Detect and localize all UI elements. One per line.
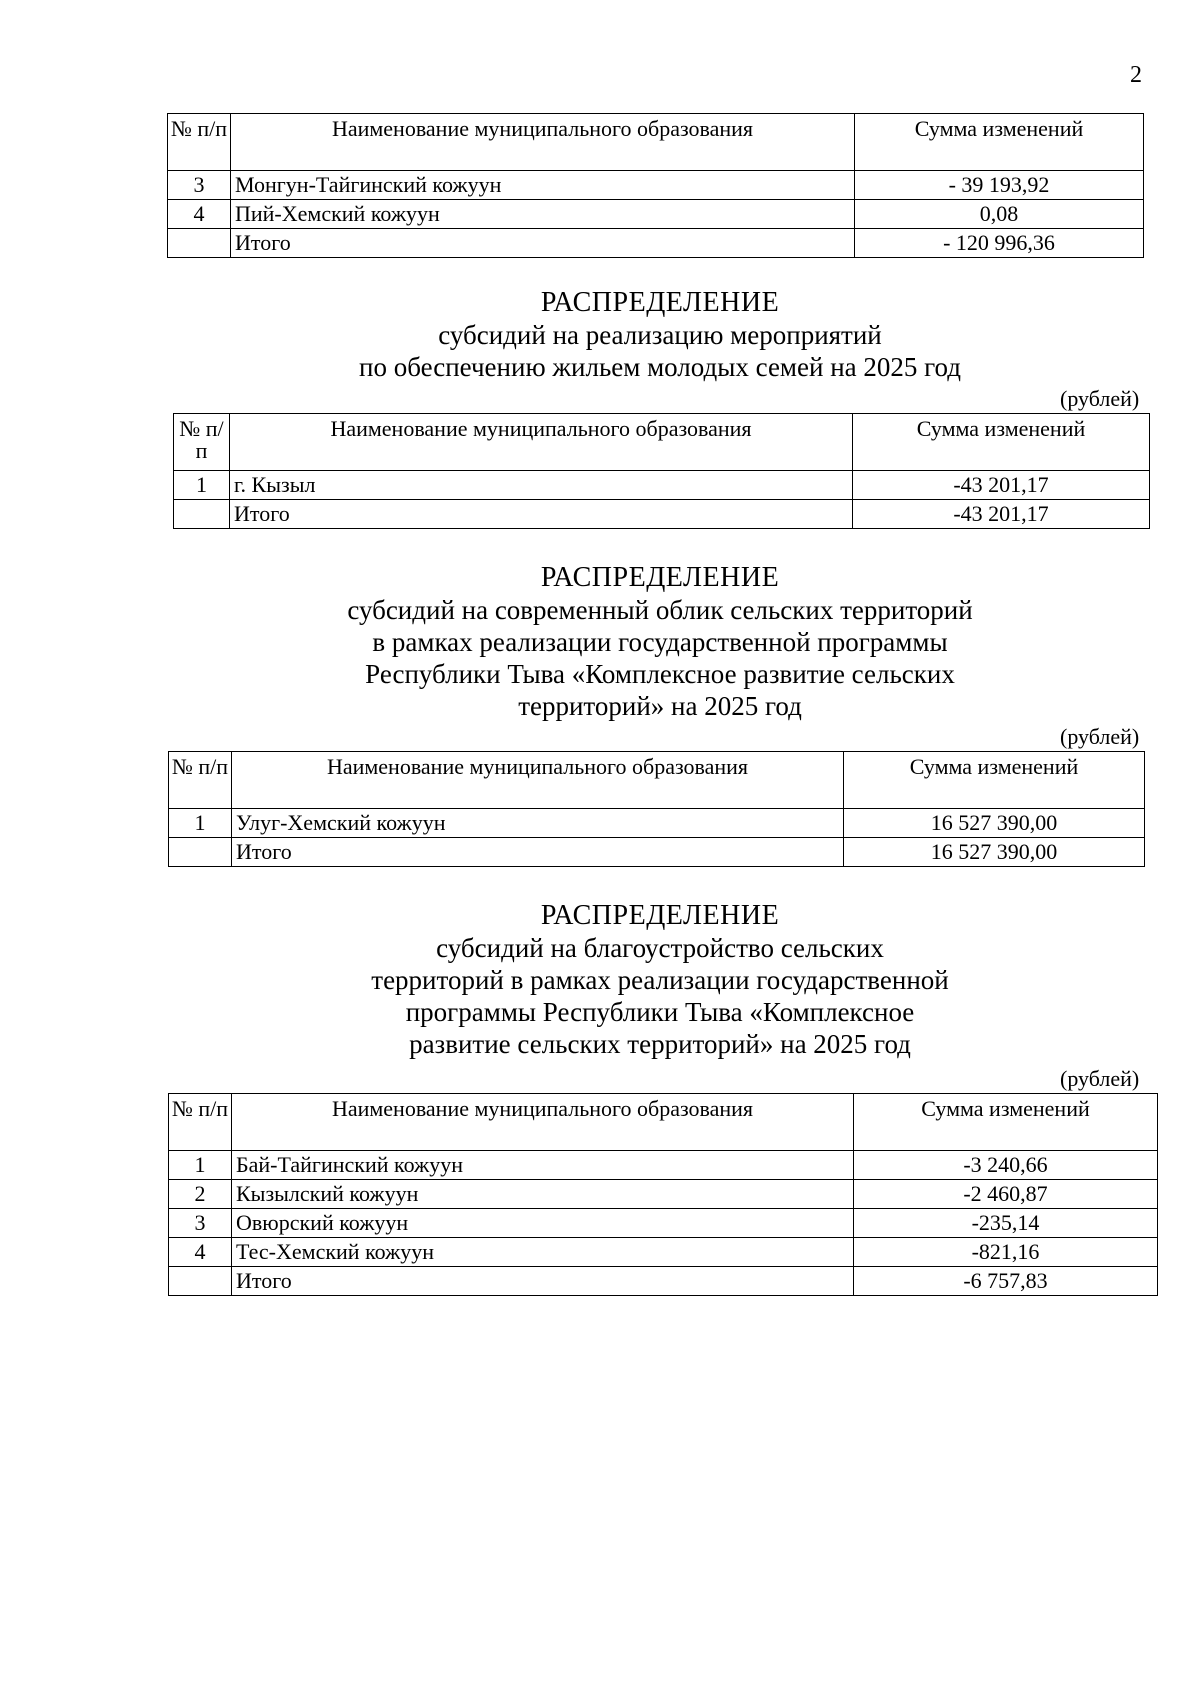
table-total-row	[168, 229, 1144, 258]
section-subtitle-line: программы Республики Тыва «Комплексное	[405, 997, 915, 1027]
table-header-row	[169, 1094, 1158, 1151]
row-num: 4	[169, 1238, 232, 1267]
header-num: № п/п	[169, 752, 232, 809]
section-title: РАСПРЕДЕЛЕНИЕ	[540, 900, 780, 931]
section-heading	[0, 287, 1200, 383]
table-total-row	[169, 1267, 1158, 1296]
row-name: Тес-Хемский кожуун	[232, 1238, 854, 1267]
section-subtitle-line: субсидий на современный облик сельских территорий	[347, 595, 973, 625]
unit-label: (рублей)	[1060, 1066, 1140, 1091]
table-header-row	[168, 114, 1144, 171]
section-title: РАСПРЕДЕЛЕНИЕ	[540, 562, 780, 593]
row-amount: -821,16	[854, 1238, 1158, 1267]
row-num: 1	[174, 471, 230, 500]
row-name: г. Кызыл	[230, 471, 853, 500]
row-name: Бай-Тайгинский кожуун	[232, 1151, 854, 1180]
row-amount: -3 240,66	[854, 1151, 1158, 1180]
header-name: Наименование муниципального образования	[230, 414, 853, 471]
row-amount: -2 460,87	[854, 1180, 1158, 1209]
section-subtitle-line: субсидий на реализацию мероприятий	[438, 320, 882, 350]
table-section-2	[168, 751, 1145, 867]
section-subtitle-line: Республики Тыва «Комплексное развитие сельских	[365, 659, 955, 689]
header-name: Наименование муниципального образования	[232, 752, 844, 809]
row-num: 3	[169, 1209, 232, 1238]
row-amount: -235,14	[854, 1209, 1158, 1238]
header-name: Наименование муниципального образования	[232, 1094, 854, 1151]
row-num	[169, 1267, 232, 1296]
table-total-row	[169, 838, 1145, 867]
section-subtitle-line: в рамках реализации государственной программы	[372, 627, 948, 657]
table-row	[169, 1238, 1158, 1267]
table-continuation	[167, 113, 1144, 258]
row-num	[169, 838, 232, 867]
row-name: Кызылский кожуун	[232, 1180, 854, 1209]
row-name: Овюрский кожуун	[232, 1209, 854, 1238]
row-amount: 16 527 390,00	[844, 809, 1145, 838]
header-amount: Сумма изменений	[853, 414, 1150, 471]
row-num: 2	[169, 1180, 232, 1209]
section-subtitle-line: по обеспечению жильем молодых семей на 2025 год	[359, 352, 961, 382]
unit-label: (рублей)	[1060, 724, 1140, 749]
row-num	[168, 229, 231, 258]
row-num: 1	[169, 809, 232, 838]
header-amount: Сумма изменений	[844, 752, 1145, 809]
row-amount: 0,08	[855, 200, 1144, 229]
header-amount: Сумма изменений	[855, 114, 1144, 171]
table-header-row	[169, 752, 1145, 809]
row-name: Итого	[231, 229, 855, 258]
section-subtitle-line: территорий в рамках реализации государственной	[371, 965, 949, 995]
header-num: № п/п	[168, 114, 231, 171]
section-subtitle-line: субсидий на благоустройство сельских	[436, 933, 884, 963]
row-name: Итого	[232, 1267, 854, 1296]
row-amount: -43 201,17	[853, 500, 1150, 529]
table-row	[168, 200, 1144, 229]
row-num: 1	[169, 1151, 232, 1180]
row-amount: -43 201,17	[853, 471, 1150, 500]
section-heading	[0, 900, 1200, 1060]
row-amount: -6 757,83	[854, 1267, 1158, 1296]
row-name: Улуг-Хемский кожуун	[232, 809, 844, 838]
section-title: РАСПРЕДЕЛЕНИЕ	[540, 287, 780, 318]
row-amount: - 39 193,92	[855, 171, 1144, 200]
table-total-row	[174, 500, 1150, 529]
section-subtitle-line: территорий» на 2025 год	[518, 691, 802, 721]
table-row	[169, 1180, 1158, 1209]
table-row	[169, 1209, 1158, 1238]
row-name: Монгун-Тайгинский кожуун	[231, 171, 855, 200]
row-name: Пий-Хемский кожуун	[231, 200, 855, 229]
row-amount: 16 527 390,00	[844, 838, 1145, 867]
table-header-row	[174, 414, 1150, 471]
table-section-3	[168, 1093, 1158, 1296]
row-amount: - 120 996,36	[855, 229, 1144, 258]
table-row	[169, 809, 1145, 838]
table-row	[169, 1151, 1158, 1180]
section-subtitle-line: развитие сельских территорий» на 2025 год	[409, 1029, 911, 1059]
header-name: Наименование муниципального образования	[231, 114, 855, 171]
header-num: № п/п	[169, 1094, 232, 1151]
unit-label: (рублей)	[1060, 386, 1140, 411]
row-num: 3	[168, 171, 231, 200]
table-row	[174, 471, 1150, 500]
page-number: 2	[1130, 62, 1142, 88]
header-amount: Сумма изменений	[854, 1094, 1158, 1151]
table-section-1	[173, 413, 1150, 529]
row-name: Итого	[232, 838, 844, 867]
row-num	[174, 500, 230, 529]
row-num: 4	[168, 200, 231, 229]
row-name: Итого	[230, 500, 853, 529]
table-row	[168, 171, 1144, 200]
header-num: № п/п	[174, 414, 230, 471]
section-heading	[0, 562, 1200, 722]
